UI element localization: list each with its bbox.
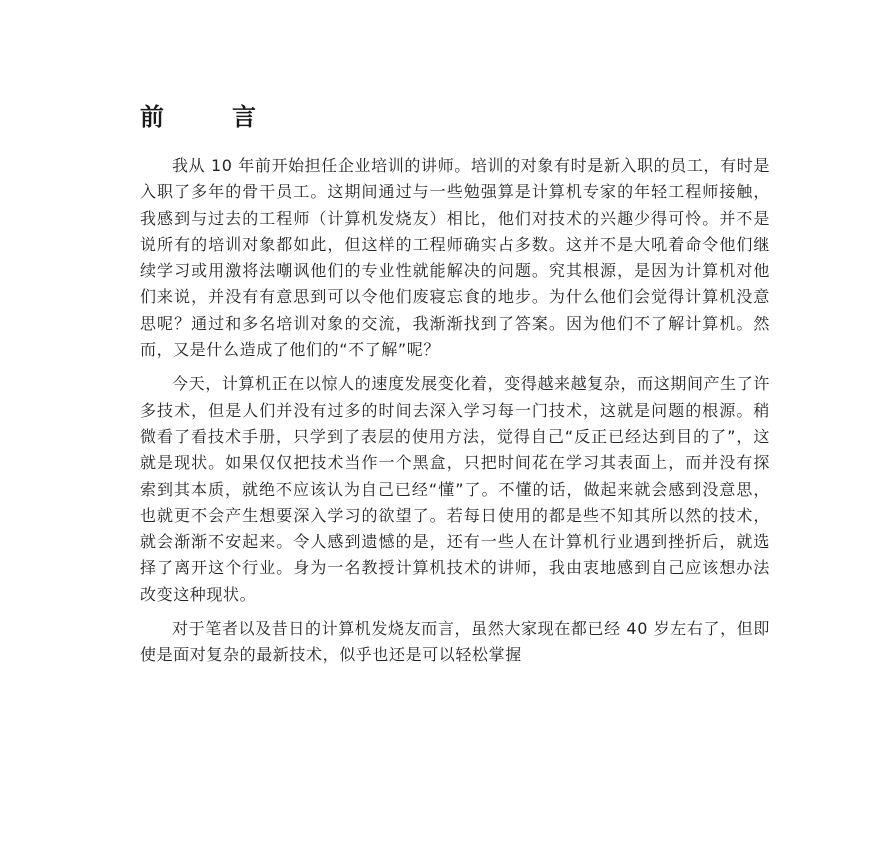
body-text [140, 153, 770, 677]
paragraph-1: 我从 10 年前开始担任企业培训的讲师。培训的对象有时是新入职的员工，有时是入职了多年的骨干员工。这期间通过与一些勉强算是计算机专家的年轻工程师接触，我感到与过去的工程师（计算机发烧友）相比，他们对技术的兴趣少得可怜。并不是说所有的培训对象都如此，但这样的工程师确实占多数。这并不是大吼着命令他们继续学习或用激将法嘲讽他们的专业性就能解决的问题。究其根源，是因为计算机对他们来说，并没有有意思到可以令他们废寝忘食的地步。为什么他们会觉得计算机没意思呢？通过和多名培训对象的交流，我渐渐找到了答案。因为他们不了解计算机。然而，又是什么造成了他们的“不了解”呢？ [140, 156, 770, 360]
page-title: 前 言 [140, 103, 278, 131]
paragraph-2: 今天，计算机正在以惊人的速度发展变化着，变得越来越复杂，而这期间产生了许多技术，但是人们并没有过多的时间去深入学习每一门技术，这就是问题的根源。稍微看了看技术手册，只学到了表层的使用方法，觉得自己“反正已经达到目的了”，这就是现状。如果仅仅把技术当作一个黑盒，只把时间花在学习其表面上，而并没有探索到其本质，就绝不应该认为自己已经“懂”了。不懂的话，做起来就会感到没意思，也就更不会产生想要深入学习的欲望了。若每日使用的都是些不知其所以然的技术，就会渐渐不安起来。令人感到遗憾的是，还有一些人在计算机行业遇到挫折后，就选择了离开这个行业。身为一名教授计算机技术的讲师，我由衷地感到自己应该想办法改变这种现状。 [140, 374, 770, 604]
document-page [140, 0, 772, 842]
paragraph-3: 对于笔者以及昔日的计算机发烧友而言，虽然大家现在都已经 40 岁左右了，但即使是面对复杂的最新技术，似乎也还是可以轻松掌握 [140, 619, 770, 665]
